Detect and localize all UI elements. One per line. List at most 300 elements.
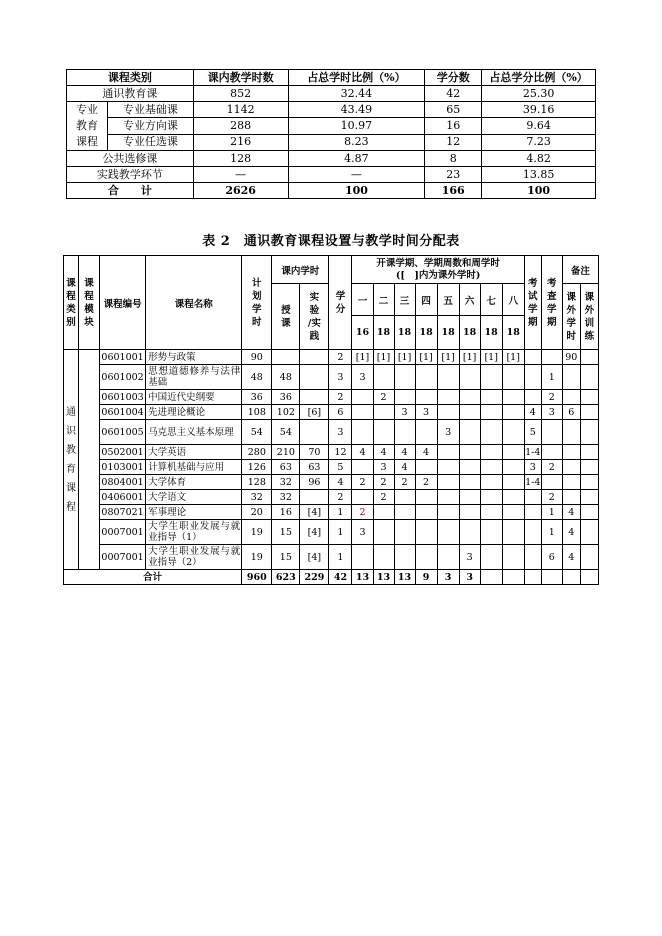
extra-hours-cell bbox=[562, 460, 580, 475]
course-name-cell: 中国近代史纲要 bbox=[146, 390, 242, 405]
semester-hours-cell bbox=[480, 420, 502, 445]
semester-hours-cell bbox=[437, 545, 459, 570]
course-code-cell: 0601003 bbox=[101, 391, 144, 403]
credits-cell: 2 bbox=[329, 390, 352, 405]
total-row bbox=[67, 183, 596, 199]
exam-semester-cell: 1-4 bbox=[525, 446, 541, 458]
check-semester-cell bbox=[541, 445, 562, 460]
category-cell: 公共选修课 bbox=[67, 151, 194, 167]
credits-cell: 1 bbox=[329, 545, 352, 570]
semester-hours-cell bbox=[502, 505, 524, 520]
header-char: 学 bbox=[566, 317, 577, 329]
semester-hours-cell bbox=[352, 390, 373, 405]
header-char: 时 bbox=[252, 316, 262, 328]
planned-hours-cell: 32 bbox=[242, 490, 272, 505]
semester-hours-cell bbox=[352, 490, 373, 505]
total-sem-cell: 13 bbox=[373, 570, 394, 585]
semester-hours-cell bbox=[437, 445, 459, 460]
total-exam-cell bbox=[524, 570, 541, 585]
semester-hours-cell bbox=[394, 390, 415, 405]
semester-hours-cell bbox=[394, 505, 415, 520]
table-row bbox=[64, 405, 599, 420]
header-char: 程 bbox=[84, 290, 94, 302]
lab-hours-cell: 96 bbox=[300, 475, 329, 490]
weeks-header: 18 bbox=[480, 316, 502, 350]
col-header-category: 课程类别 bbox=[67, 70, 194, 86]
course-name-cell: 马克思主义基本原理 bbox=[146, 420, 242, 445]
semester-hours-cell bbox=[480, 490, 502, 505]
semester-hours-cell bbox=[480, 460, 502, 475]
semester-hours-cell bbox=[415, 520, 437, 545]
total-credits-cell: 166 bbox=[425, 183, 482, 199]
semester-hours-cell: 2 bbox=[394, 475, 415, 490]
semester-hours-cell bbox=[373, 545, 394, 570]
hours-cell: 288 bbox=[193, 118, 288, 134]
semester-hours-cell bbox=[459, 420, 480, 445]
col-header-in-class: 课内学时 bbox=[272, 256, 329, 284]
col-header-hours-pct: 占总学时比例（%） bbox=[288, 70, 425, 86]
extra-hours-cell: 4 bbox=[562, 520, 580, 545]
category-label-cell bbox=[64, 350, 79, 570]
total-check-cell bbox=[541, 570, 562, 585]
col-header-extra-hours bbox=[562, 284, 580, 350]
semester-hours-cell bbox=[415, 420, 437, 445]
course-code-cell: 0007001 bbox=[100, 545, 146, 570]
table-row bbox=[64, 350, 599, 365]
extra-hours-cell: 4 bbox=[562, 545, 580, 570]
weeks-header: 18 bbox=[459, 316, 480, 350]
lab-hours-cell: [4] bbox=[300, 505, 329, 520]
schedule-title: 开课学期、学期周数和周学时 bbox=[376, 257, 500, 269]
semester-hours-cell bbox=[502, 475, 524, 490]
header-char: 考 bbox=[547, 277, 557, 289]
hours-cell: — bbox=[193, 167, 288, 183]
category-char: 通 bbox=[66, 406, 76, 418]
semester-hours-cell bbox=[459, 520, 480, 545]
credits-pct-cell: 9.64 bbox=[482, 118, 596, 134]
table-row bbox=[64, 475, 599, 490]
table-row bbox=[67, 167, 596, 183]
semester-hours-cell: 4 bbox=[352, 445, 373, 460]
hours-pct-cell: 43.49 bbox=[288, 102, 425, 118]
credits-cell: 42 bbox=[425, 86, 482, 102]
header-char: 期 bbox=[527, 316, 538, 328]
col-header-code: 课程编号 bbox=[100, 256, 146, 350]
hours-pct-cell: 8.23 bbox=[288, 134, 425, 150]
course-name-cell: 大学语文 bbox=[146, 490, 242, 505]
semester-header: 三 bbox=[394, 284, 415, 316]
semester-hours-cell: 2 bbox=[415, 475, 437, 490]
col-header-remarks: 备注 bbox=[562, 256, 598, 284]
total-hours-pct-cell: 100 bbox=[288, 183, 425, 199]
semester-hours-cell bbox=[459, 460, 480, 475]
weeks-header: 18 bbox=[373, 316, 394, 350]
hours-cell: 1142 bbox=[193, 102, 288, 118]
extra-hours-cell bbox=[562, 420, 580, 445]
group-label-cell bbox=[67, 102, 108, 151]
semester-hours-cell bbox=[352, 420, 373, 445]
credits-cell: 1 bbox=[329, 520, 352, 545]
header-char: 课 bbox=[566, 291, 577, 303]
semester-hours-cell bbox=[373, 405, 394, 420]
planned-hours-cell: 19 bbox=[242, 520, 272, 545]
planned-hours-cell: 280 bbox=[242, 445, 272, 460]
credits-cell: 8 bbox=[425, 151, 482, 167]
table-row bbox=[67, 134, 596, 150]
course-name-cell: 大学生职业发展与就业指导（1） bbox=[146, 520, 242, 545]
hours-cell: 216 bbox=[193, 134, 288, 150]
table-row bbox=[64, 365, 599, 390]
col-header-schedule bbox=[352, 256, 524, 284]
total-extra-hours-cell bbox=[562, 570, 580, 585]
exam-semester-cell bbox=[524, 505, 541, 520]
col-header-lab bbox=[300, 284, 329, 350]
general-education-course-table bbox=[63, 255, 599, 585]
semester-hours-cell bbox=[502, 405, 524, 420]
planned-hours-cell: 54 bbox=[242, 420, 272, 445]
semester-hours-cell bbox=[394, 420, 415, 445]
col-header-exam bbox=[524, 256, 541, 350]
total-label-cell: 合 计 bbox=[67, 183, 194, 199]
semester-hours-cell bbox=[502, 520, 524, 545]
semester-hours-cell bbox=[502, 445, 524, 460]
header-char: 类 bbox=[66, 303, 76, 315]
semester-hours-cell bbox=[459, 405, 480, 420]
extra-hours-cell: 6 bbox=[562, 405, 580, 420]
header-char: 学 bbox=[335, 290, 346, 302]
semester-hours-cell: 2 bbox=[373, 390, 394, 405]
semester-header: 七 bbox=[480, 284, 502, 316]
course-name-cell: 思想道德修养与法律基础 bbox=[146, 365, 242, 390]
extra-hours-cell bbox=[562, 490, 580, 505]
header-char: 外 bbox=[566, 304, 577, 316]
course-name-cell: 大学体育 bbox=[146, 475, 242, 490]
hours-pct-cell: — bbox=[288, 167, 425, 183]
lab-hours-cell bbox=[300, 490, 329, 505]
table-row bbox=[67, 86, 596, 102]
semester-hours-cell bbox=[352, 545, 373, 570]
lab-hours-cell bbox=[300, 365, 329, 390]
col-header-planned bbox=[242, 256, 272, 350]
semester-hours-cell: 3 bbox=[394, 405, 415, 420]
planned-hours-cell: 48 bbox=[242, 365, 272, 390]
header-char: 分 bbox=[335, 303, 346, 315]
check-semester-cell bbox=[541, 475, 562, 490]
header-char: 程 bbox=[66, 290, 76, 302]
exam-semester-cell bbox=[524, 490, 541, 505]
semester-hours-cell: 4 bbox=[394, 460, 415, 475]
header-char: 验 bbox=[309, 304, 320, 316]
semester-hours-cell: 4 bbox=[394, 445, 415, 460]
col-header-check bbox=[541, 256, 562, 350]
semester-hours-cell bbox=[502, 390, 524, 405]
semester-hours-cell: [1] bbox=[437, 350, 459, 365]
weeks-header: 18 bbox=[502, 316, 524, 350]
lecture-hours-cell: 32 bbox=[272, 490, 300, 505]
total-sem-cell: 3 bbox=[459, 570, 480, 585]
extra-hours-cell bbox=[562, 365, 580, 390]
header-char: 训 bbox=[584, 317, 595, 329]
planned-hours-cell: 19 bbox=[242, 545, 272, 570]
total-planned-cell: 960 bbox=[242, 570, 272, 585]
table-row bbox=[64, 460, 599, 475]
exam-semester-cell bbox=[524, 365, 541, 390]
semester-hours-cell bbox=[415, 505, 437, 520]
weeks-header: 18 bbox=[437, 316, 459, 350]
header-char: 块 bbox=[84, 316, 94, 328]
col-header-credits: 学分数 bbox=[425, 70, 482, 86]
group-label-line: 课程 bbox=[75, 135, 98, 148]
total-extra-training-cell bbox=[580, 570, 598, 585]
semester-hours-cell bbox=[437, 460, 459, 475]
group-label-line: 专业 bbox=[75, 103, 98, 116]
table-row bbox=[67, 118, 596, 134]
credits-cell: 12 bbox=[425, 134, 482, 150]
category-cell: 专业基础课 bbox=[107, 102, 193, 118]
header-char: 实 bbox=[309, 291, 320, 303]
semester-hours-cell bbox=[502, 545, 524, 570]
credit-summary-table bbox=[66, 69, 596, 199]
semester-hours-cell bbox=[502, 490, 524, 505]
semester-hours-cell bbox=[373, 505, 394, 520]
check-semester-cell: 2 bbox=[541, 460, 562, 475]
course-code-cell: 0601002 bbox=[100, 365, 146, 390]
semester-hours-cell: [1] bbox=[502, 350, 524, 365]
course-name-cell: 计算机基础与应用 bbox=[146, 460, 242, 475]
col-header-hours: 课内教学时数 bbox=[193, 70, 288, 86]
header-char: 时 bbox=[566, 330, 577, 342]
lab-hours-cell bbox=[300, 420, 329, 445]
semester-hours-cell bbox=[459, 390, 480, 405]
header-char: 期 bbox=[547, 316, 557, 328]
semester-hours-cell bbox=[373, 365, 394, 390]
category-char: 教 bbox=[66, 444, 76, 456]
course-code-cell: 0601005 bbox=[100, 420, 146, 445]
semester-hours-cell bbox=[480, 405, 502, 420]
course-name-cell: 军事理论 bbox=[146, 505, 242, 520]
header-char: 课 bbox=[66, 277, 76, 289]
semester-hours-cell bbox=[459, 365, 480, 390]
semester-hours-cell bbox=[415, 390, 437, 405]
total-label-cell: 合计 bbox=[64, 570, 242, 585]
semester-hours-cell: 2 bbox=[373, 475, 394, 490]
header-char: 考 bbox=[527, 277, 538, 289]
lecture-hours-cell: 15 bbox=[272, 545, 300, 570]
semester-hours-cell bbox=[480, 365, 502, 390]
category-char: 育 bbox=[66, 463, 76, 475]
credits-cell: 16 bbox=[425, 118, 482, 134]
col-header-category bbox=[64, 256, 79, 350]
weeks-header: 18 bbox=[394, 316, 415, 350]
credits-cell: 3 bbox=[329, 365, 352, 390]
col-header-credits-pct: 占总学分比例（%） bbox=[482, 70, 596, 86]
total-row bbox=[64, 570, 599, 585]
credits-cell: 2 bbox=[329, 350, 352, 365]
exam-semester-cell: 5 bbox=[524, 420, 541, 445]
course-rows bbox=[64, 350, 599, 570]
hours-cell: 852 bbox=[193, 86, 288, 102]
semester-hours-cell bbox=[394, 520, 415, 545]
col-header-module bbox=[79, 256, 100, 350]
semester-hours-cell bbox=[480, 390, 502, 405]
semester-hours-cell: 3 bbox=[415, 405, 437, 420]
extra-training-cell bbox=[580, 445, 598, 460]
semester-hours-cell bbox=[480, 475, 502, 490]
extra-training-cell bbox=[580, 405, 598, 420]
semester-header: 一 bbox=[352, 284, 373, 316]
planned-hours-cell: 90 bbox=[242, 350, 272, 365]
semester-hours-cell bbox=[373, 420, 394, 445]
credits-cell: 5 bbox=[329, 460, 352, 475]
semester-hours-cell: [1] bbox=[480, 350, 502, 365]
col-header-extra-training bbox=[580, 284, 598, 350]
credits-cell: 1 bbox=[329, 505, 352, 520]
group-label-line: 教育 bbox=[75, 119, 98, 132]
extra-training-cell bbox=[580, 475, 598, 490]
semester-hours-cell bbox=[394, 490, 415, 505]
exam-semester-cell bbox=[524, 520, 541, 545]
course-name-cell: 形势与政策 bbox=[146, 350, 242, 365]
course-code-cell: 0601004 bbox=[101, 406, 144, 418]
exam-semester-cell bbox=[524, 350, 541, 365]
credits-pct-cell: 7.23 bbox=[482, 134, 596, 150]
extra-training-cell bbox=[580, 520, 598, 545]
header-char: 课 bbox=[281, 317, 291, 329]
extra-hours-cell: 4 bbox=[562, 505, 580, 520]
semester-hours-cell: [1] bbox=[459, 350, 480, 365]
semester-hours-cell bbox=[394, 545, 415, 570]
total-sem-cell: 13 bbox=[394, 570, 415, 585]
weeks-header: 18 bbox=[415, 316, 437, 350]
semester-hours-cell bbox=[502, 365, 524, 390]
semester-hours-cell bbox=[459, 475, 480, 490]
table-row bbox=[64, 445, 599, 460]
extra-training-cell bbox=[580, 490, 598, 505]
header-char: /实 bbox=[307, 317, 321, 329]
check-semester-cell: 1 bbox=[541, 365, 562, 390]
extra-training-cell bbox=[580, 460, 598, 475]
extra-training-cell bbox=[580, 365, 598, 390]
semester-hours-cell: 3 bbox=[437, 420, 459, 445]
course-code-cell: 0804001 bbox=[101, 476, 144, 488]
course-name-cell: 先进理论概论 bbox=[146, 405, 242, 420]
semester-header: 二 bbox=[373, 284, 394, 316]
header-char: 课 bbox=[84, 277, 94, 289]
header-char: 外 bbox=[584, 304, 595, 316]
credits-cell: 12 bbox=[329, 445, 352, 460]
table-row bbox=[64, 505, 599, 520]
weeks-header: 16 bbox=[352, 316, 373, 350]
semester-hours-cell bbox=[352, 405, 373, 420]
semester-hours-cell bbox=[480, 520, 502, 545]
lecture-hours-cell bbox=[272, 350, 300, 365]
semester-header: 四 bbox=[415, 284, 437, 316]
lecture-hours-cell: 16 bbox=[272, 505, 300, 520]
schedule-note: ([ ]内为课外学时) bbox=[395, 269, 481, 281]
extra-training-cell bbox=[580, 420, 598, 445]
total-credits-cell: 42 bbox=[329, 570, 352, 585]
semester-hours-cell bbox=[480, 505, 502, 520]
semester-hours-cell bbox=[437, 505, 459, 520]
semester-hours-cell bbox=[415, 365, 437, 390]
course-code-cell: 0807021 bbox=[101, 506, 144, 518]
semester-hours-cell bbox=[437, 475, 459, 490]
extra-hours-cell bbox=[562, 475, 580, 490]
course-code-cell: 0502001 bbox=[101, 446, 144, 458]
credits-pct-cell: 39.16 bbox=[482, 102, 596, 118]
planned-hours-cell: 108 bbox=[242, 405, 272, 420]
header-char: 课 bbox=[584, 291, 595, 303]
module-cell bbox=[79, 350, 100, 570]
semester-header: 五 bbox=[437, 284, 459, 316]
table-row bbox=[67, 102, 596, 118]
credits-cell: 3 bbox=[329, 420, 352, 445]
check-semester-cell: 1 bbox=[541, 505, 562, 520]
lab-hours-cell: [6] bbox=[300, 405, 329, 420]
semester-hours-cell: 3 bbox=[352, 365, 373, 390]
category-char: 识 bbox=[66, 425, 76, 437]
semester-hours-cell bbox=[415, 490, 437, 505]
total-credits-pct-cell: 100 bbox=[482, 183, 596, 199]
table-row bbox=[64, 520, 599, 545]
lecture-hours-cell: 36 bbox=[272, 390, 300, 405]
check-semester-cell bbox=[541, 420, 562, 445]
semester-hours-cell bbox=[502, 420, 524, 445]
header-row bbox=[64, 256, 599, 284]
exam-semester-cell bbox=[524, 545, 541, 570]
header-char: 划 bbox=[252, 290, 262, 302]
lecture-hours-cell: 54 bbox=[272, 420, 300, 445]
extra-training-cell bbox=[580, 505, 598, 520]
semester-hours-cell: [1] bbox=[415, 350, 437, 365]
hours-pct-cell: 4.87 bbox=[288, 151, 425, 167]
total-sem-cell: 13 bbox=[352, 570, 373, 585]
check-semester-cell: 3 bbox=[541, 405, 562, 420]
header-char: 学 bbox=[547, 303, 557, 315]
lab-hours-cell: 70 bbox=[300, 445, 329, 460]
lecture-hours-cell: 32 bbox=[272, 475, 300, 490]
semester-hours-cell bbox=[415, 545, 437, 570]
semester-hours-cell bbox=[394, 365, 415, 390]
exam-semester-cell: 1-4 bbox=[525, 476, 541, 488]
col-header-credits bbox=[329, 256, 352, 350]
table-row bbox=[64, 420, 599, 445]
extra-hours-cell bbox=[562, 390, 580, 405]
semester-hours-cell bbox=[480, 545, 502, 570]
col-header-lecture bbox=[272, 284, 300, 350]
total-sem-cell bbox=[502, 570, 524, 585]
lab-hours-cell bbox=[300, 350, 329, 365]
table-row bbox=[64, 390, 599, 405]
course-name-cell: 大学英语 bbox=[146, 445, 242, 460]
semester-hours-cell bbox=[459, 505, 480, 520]
header-char: 查 bbox=[547, 290, 557, 302]
semester-header: 八 bbox=[502, 284, 524, 316]
header-char: 计 bbox=[252, 277, 262, 289]
lecture-hours-cell: 48 bbox=[272, 365, 300, 390]
exam-semester-cell: 4 bbox=[524, 405, 541, 420]
check-semester-cell: 2 bbox=[541, 490, 562, 505]
semester-hours-cell: 4 bbox=[373, 445, 394, 460]
extra-training-cell bbox=[580, 390, 598, 405]
semester-hours-cell bbox=[502, 460, 524, 475]
planned-hours-cell: 36 bbox=[242, 390, 272, 405]
course-code-cell: 0103001 bbox=[101, 461, 144, 473]
header-char: 试 bbox=[527, 290, 538, 302]
semester-hours-cell: 2 bbox=[352, 475, 373, 490]
course-code-cell: 0601001 bbox=[101, 351, 144, 363]
category-cell: 通识教育课 bbox=[67, 86, 194, 102]
